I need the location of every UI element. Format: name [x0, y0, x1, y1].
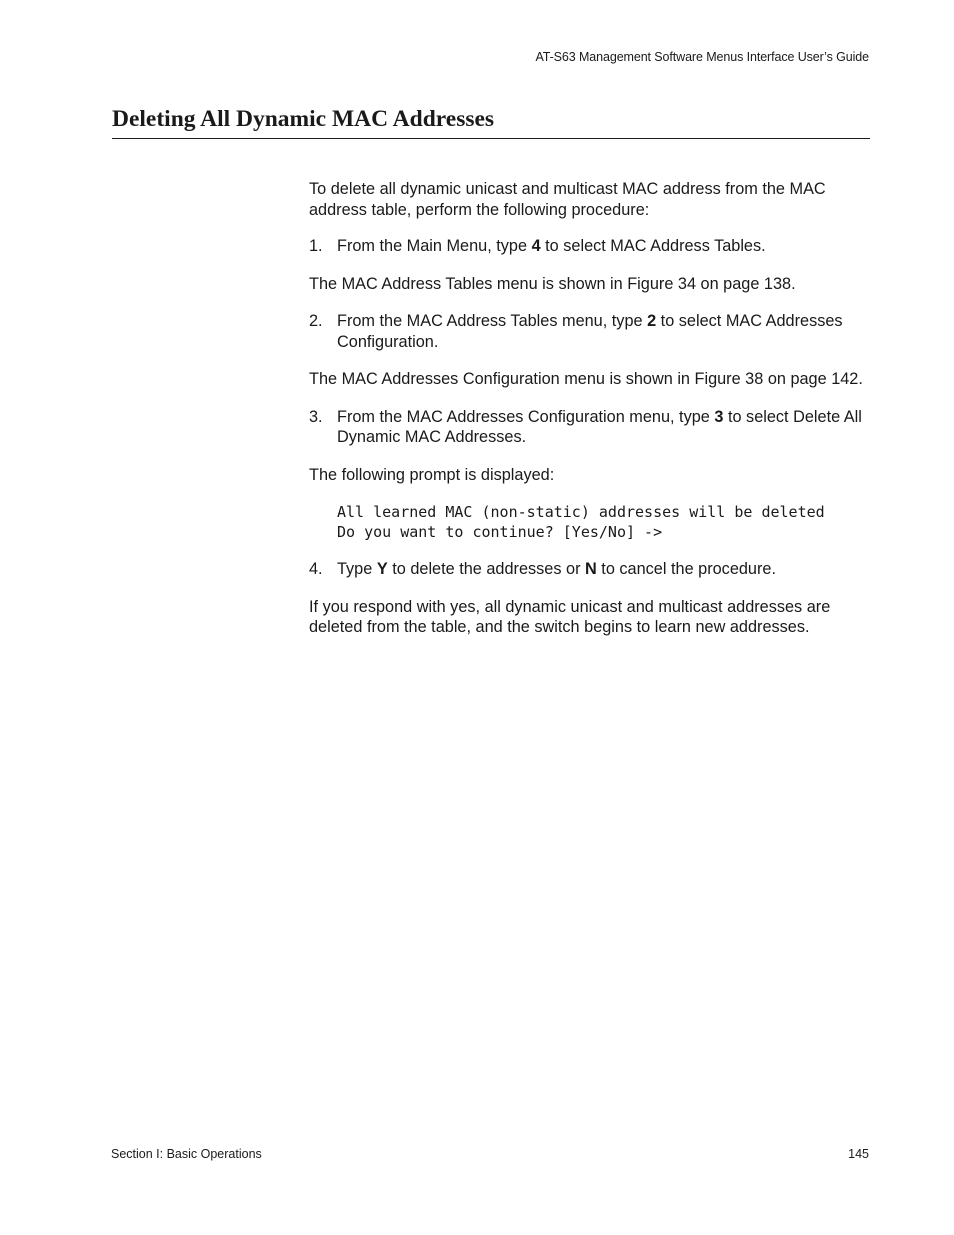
code-line: Do you want to continue? [Yes/No] -> — [337, 523, 663, 541]
step-4 — [309, 559, 871, 580]
step-3 — [309, 407, 871, 448]
step-number: 4. — [309, 560, 323, 578]
step-number: 2. — [309, 312, 323, 330]
step-3-note: The following prompt is displayed: — [309, 465, 555, 484]
step-text: From the MAC Address Tables menu, type 2 to select MAC Addresses Configuration. — [337, 312, 843, 351]
prompt-code-block — [337, 502, 871, 542]
step-number: 1. — [309, 237, 323, 255]
key-label: N — [585, 560, 597, 578]
key-label: 2 — [647, 312, 657, 330]
code-line: All learned MAC (non-static) addresses will be deleted — [337, 503, 825, 521]
step-4-note: If you respond with yes, all dynamic unicast and multicast addresses are deleted from the table, and the switch begins to learn new addresses. — [309, 597, 831, 636]
key-label: 3 — [714, 407, 724, 426]
intro-paragraph: To delete all dynamic unicast and multicast MAC address from the MAC address table, perform the following procedure: — [309, 180, 826, 219]
step-text: From the Main Menu, type 4 to select MAC Address Tables. — [337, 237, 766, 255]
running-header: AT-S63 Management Software Menus Interface User’s Guide — [535, 50, 869, 64]
step-2 — [309, 311, 871, 352]
body-column — [309, 179, 871, 655]
step-1-note: The MAC Address Tables menu is shown in Figure 34 on page 138. — [309, 274, 796, 293]
footer-section-label: Section I: Basic Operations — [111, 1147, 262, 1161]
page-number: 145 — [848, 1147, 869, 1161]
section-title: Deleting All Dynamic MAC Addresses — [112, 106, 870, 139]
step-2-note: The MAC Addresses Configuration menu is shown in Figure 38 on page 142. — [309, 370, 863, 388]
step-text: From the MAC Addresses Configuration menu, type 3 to select Delete All Dynamic MAC Addresses. — [337, 407, 862, 446]
key-label: Y — [376, 560, 388, 578]
step-text: Type Y to delete the addresses or N to cancel the procedure. — [337, 560, 776, 578]
key-label: 4 — [531, 237, 541, 255]
step-number: 3. — [309, 407, 323, 426]
step-1 — [309, 236, 871, 257]
